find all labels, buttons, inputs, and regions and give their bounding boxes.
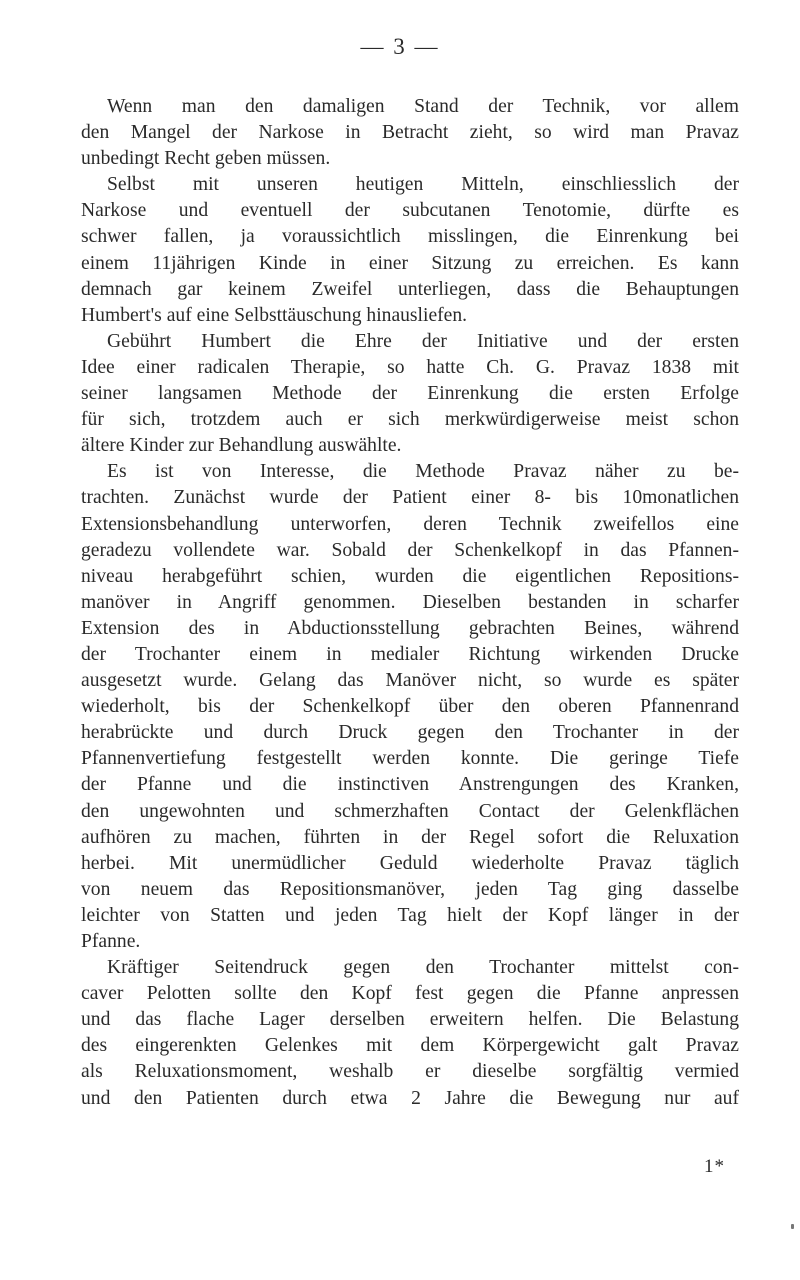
text-line: geradezu vollendete war. Sobald der Schenkelkopf in das Pfannen- [81, 539, 739, 561]
text-line: trachten. Zunächst wurde der Patient einer 8- bis 10monatlichen [81, 487, 739, 509]
text-line: Extension des in Abductionsstellung gebrachten Beines, während [81, 617, 739, 639]
text-line: Kräftiger Seitendruck gegen den Trochanter mittelst con- [107, 957, 739, 979]
text-line: Wenn man den damaligen Stand der Technik, vor allem [107, 96, 739, 117]
text-line: aufhören zu machen, führten in der Regel sofort die Reluxation [81, 826, 739, 848]
text-line: manöver in Angriff genommen. Dieselben bestanden in scharfer [81, 591, 739, 613]
text-line: Selbst mit unseren heutigen Mitteln, einschliesslich der [107, 174, 739, 196]
text-line: ausgesetzt wurde. Gelang das Manöver nicht, so wurde es später [81, 670, 739, 692]
print-speck [791, 1224, 794, 1229]
text-line: einem 11jährigen Kinde in einer Sitzung zu erreichen. Es kann [81, 252, 739, 274]
text-line: caver Pelotten sollte den Kopf fest gegen die Pfanne anpressen [81, 983, 739, 1005]
text-line: herabrückte und durch Druck gegen den Trochanter in der [81, 722, 739, 744]
text-line: Extensionsbehandlung unterworfen, deren Technik zweifellos eine [81, 513, 739, 535]
text-line: Pfanne. [81, 931, 141, 952]
text-line: den ungewohnten und schmerzhaften Contact der Gelenkflächen [81, 800, 739, 822]
text-line: Gebührt Humbert die Ehre der Initiative und der ersten [107, 330, 739, 352]
signature-mark: 1* [704, 1156, 725, 1177]
text-line: und das flache Lager derselben erweitern helfen. Die Belastung [81, 1009, 739, 1031]
text-line: leichter von Statten und jeden Tag hielt der Kopf länger in der [81, 904, 739, 926]
text-line: seiner langsamen Methode der Einrenkung die ersten Erfolge [81, 383, 739, 405]
text-line: schwer fallen, ja voraussichtlich misslingen, die Einrenkung bei [81, 226, 739, 248]
text-line: der Pfanne und die instinctiven Anstrengungen des Kranken, [81, 774, 739, 796]
text-line: ältere Kinder zur Behandlung auswählte. [81, 435, 402, 457]
text-line: herbei. Mit unermüdlicher Geduld wiederholte Pravaz täglich [81, 852, 739, 874]
text-line: wiederholt, bis der Schenkelkopf über den oberen Pfannenrand [81, 696, 739, 718]
page-number: — 3 — [360, 34, 440, 59]
text-line: demnach gar keinem Zweifel unterliegen, dass die Behauptungen [81, 278, 739, 300]
text-line: als Reluxationsmoment, weshalb er dieselbe sorgfältig vermied [81, 1061, 739, 1083]
text-line: von neuem das Repositionsmanöver, jeden Tag ging dasselbe [81, 878, 739, 900]
text-line: und den Patienten durch etwa 2 Jahre die Bewegung nur auf [81, 1087, 739, 1109]
text-line: Idee einer radicalen Therapie, so hatte Ch. G. Pravaz 1838 mit [81, 356, 739, 378]
body-text [81, 94, 739, 1112]
text-line: Humbert's auf eine Selbsttäuschung hinausliefen. [81, 304, 468, 326]
text-line: für sich, trotzdem auch er sich merkwürdigerweise meist schon [81, 409, 739, 431]
text-line: Narkose und eventuell der subcutanen Tenotomie, dürfte es [81, 200, 739, 222]
text-line: unbedingt Recht geben müssen. [81, 148, 331, 170]
text-line: der Trochanter einem in medialer Richtung wirkenden Drucke [81, 643, 739, 665]
text-line: des eingerenkten Gelenkes mit dem Körpergewicht galt Pravaz [81, 1035, 739, 1057]
text-line: niveau herabgeführt schien, wurden die eigentlichen Repositions- [81, 565, 739, 587]
text-line: Pfannenvertiefung festgestellt werden konnte. Die geringe Tiefe [81, 748, 739, 770]
text-line: Es ist von Interesse, die Methode Pravaz näher zu be- [107, 461, 739, 483]
text-line: den Mangel der Narkose in Betracht zieht, so wird man Pravaz [81, 122, 739, 144]
